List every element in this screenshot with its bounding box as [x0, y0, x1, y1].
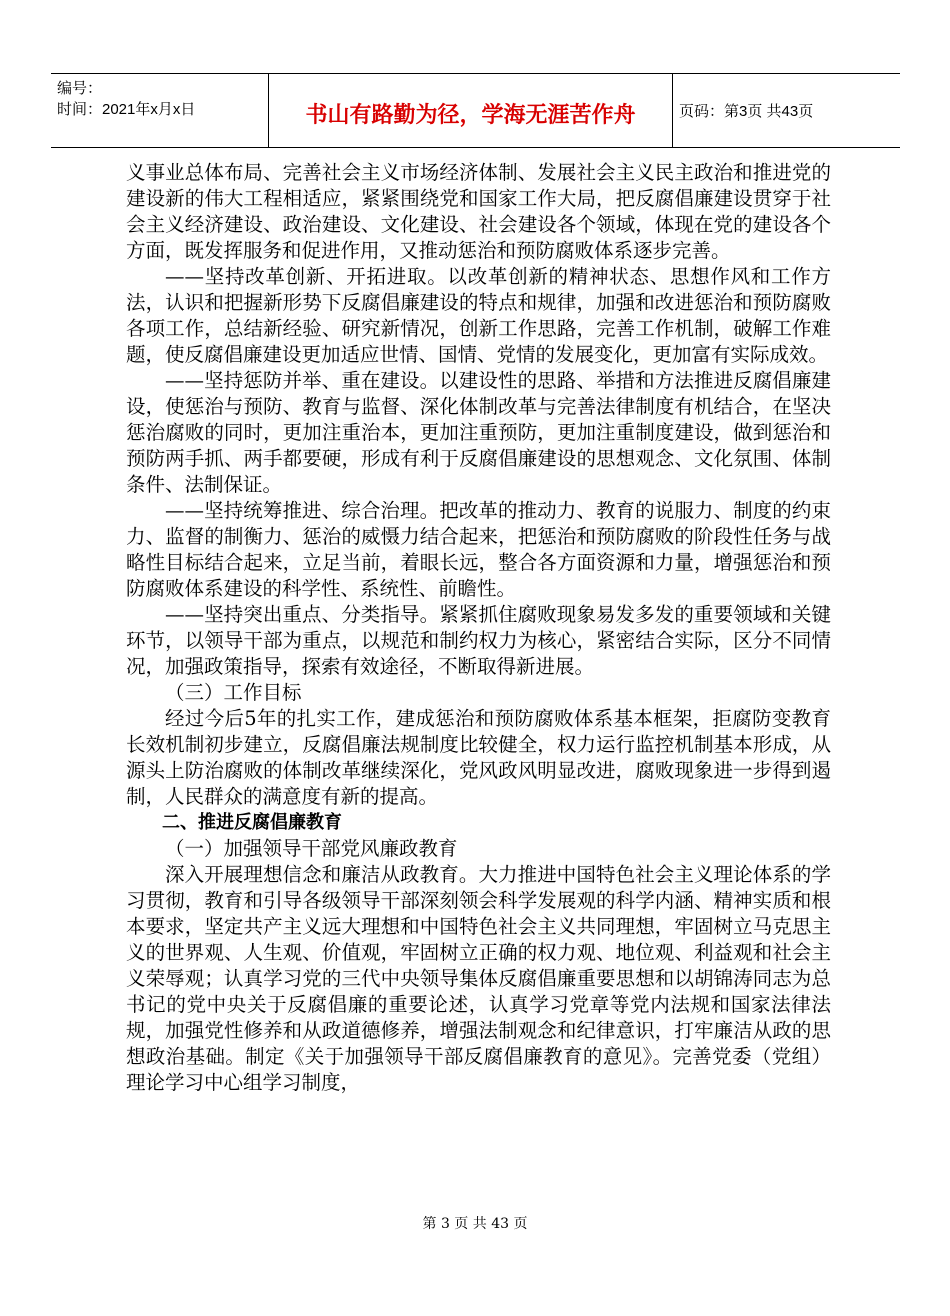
paragraph: ——坚持改革创新、开拓进取。以改革创新的精神状态、思想作风和工作方法，认识和把握新形势下反腐倡廉建设的特点和规律，加强和改进惩治和预防腐败各项工作，总结新经验、研究新情况，创新工作思路，完善工作机制，破解工作难题，使反腐倡廉建设更加适应世情、国情、党情的发展变化，更加富有实际成效。 [126, 265, 831, 366]
paragraph: 深入开展理想信念和廉洁从政教育。大力推进中国特色社会主义理论体系的学习贯彻，教育和引导各级领导干部深刻领会科学发展观的科学内涵、精神实质和根本要求，坚定共产主义远大理想和中国特色社会主义共同理想，牢固树立马克思主义的世界观、人生观、价值观，牢固树立正确的权力观、地位观、利益观和社会主义荣辱观；认真学习党的三代中央领导集体反腐倡廉重要思想和以胡锦涛同志为总书记的党中央关于反腐倡廉的重要论述，认真学习党章等党内法规和国家法律法规，加强党性修养和从政道德修养，增强法制观念和纪律意识，打牢廉洁从政的思想政治基础。制定《关于加强领导干部反腐倡廉教育的意见》。完善党委（党组）理论学习中心组学习制度， [126, 863, 831, 1094]
document-number-label: 编号： [57, 80, 103, 97]
document-date: 时间：2021年x月x日 [57, 101, 196, 118]
paragraph: ——坚持统筹推进、综合治理。把改革的推动力、教育的说服力、制度的约束力、监督的制衡力、惩治的威慑力结合起来，把惩治和预防腐败的阶段性任务与战略性目标结合起来，立足当前，着眼长远，整合各方面资源和力量，增强惩治和预防腐败体系建设的科学性、系统性、前瞻性。 [126, 499, 831, 600]
header-motto: 书山有路勤为径，学海无涯苦作舟 [305, 103, 636, 128]
header-page-info: 页码：第3页 共43页 [679, 103, 814, 120]
document-body [126, 160, 831, 1096]
subsection-heading: （三）工作目标 [165, 681, 302, 704]
header-meta [57, 78, 195, 120]
header-divider [672, 74, 673, 147]
section-heading: 二、推进反腐倡廉教育 [162, 812, 342, 833]
paragraph: ——坚持惩防并举、重在建设。以建设性的思路、举措和方法推进反腐倡廉建设，使惩治与预防、教育与监督、深化体制改革与完善法律制度有机结合，在坚决惩治腐败的同时，更加注重治本，更加注重预防，更加注重制度建设，做到惩治和预防两手抓、两手都要硬，形成有利于反腐倡廉建设的思想观念、文化氛围、体制条件、法制保证。 [126, 369, 831, 496]
paragraph: 经过今后5年的扎实工作，建成惩治和预防腐败体系基本框架，拒腐防变教育长效机制初步建立，反腐倡廉法规制度比较健全，权力运行监控机制基本形成，从源头上防治腐败的体制改革继续深化，党风政风明显改进，腐败现象进一步得到遏制，人民群众的满意度有新的提高。 [126, 707, 831, 808]
paragraph: ——坚持突出重点、分类指导。紧紧抓住腐败现象易发多发的重要领域和关键环节，以领导干部为重点，以规范和制约权力为核心，紧密结合实际，区分不同情况，加强政策指导，探索有效途径，不断取得新进展。 [126, 603, 831, 678]
page-header [51, 73, 900, 148]
subsection-heading: （一）加强领导干部党风廉政教育 [165, 837, 458, 860]
page-footer: 第 3 页 共 43 页 [422, 1216, 528, 1232]
paragraph: 义事业总体布局、完善社会主义市场经济体制、发展社会主义民主政治和推进党的建设新的伟大工程相适应，紧紧围绕党和国家工作大局，把反腐倡廉建设贯穿于社会主义经济建设、政治建设、文化建设、社会建设各个领域，体现在党的建设各个方面，既发挥服务和促进作用，又推动惩治和预防腐败体系逐步完善。 [126, 161, 831, 262]
